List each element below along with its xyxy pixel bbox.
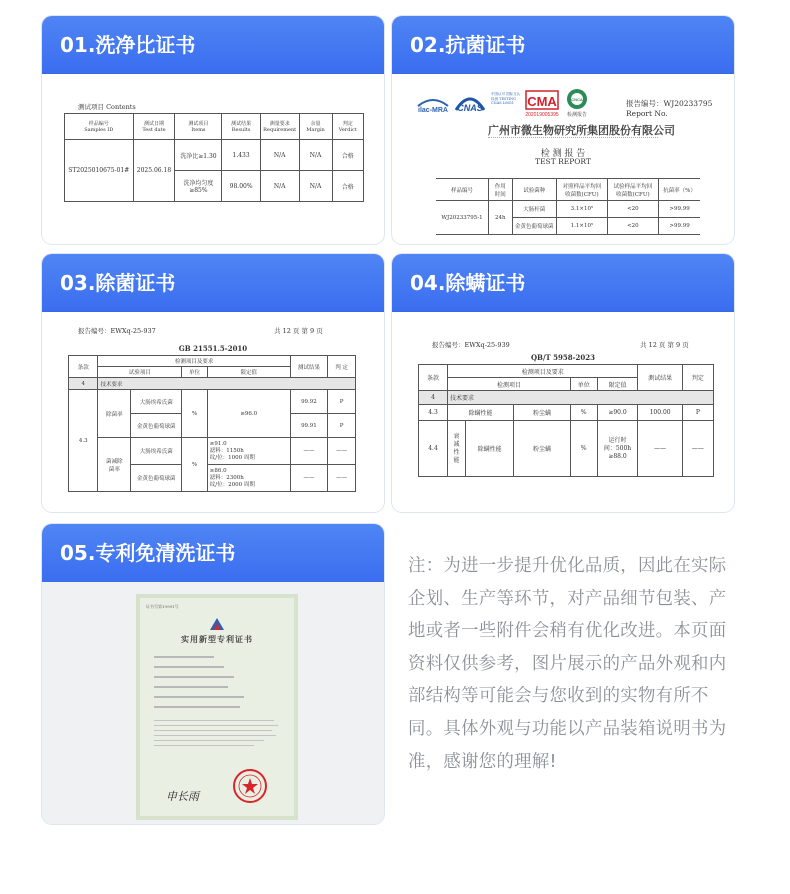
limit-cell: 运行时 间：500h ≥88.0 xyxy=(597,421,638,477)
header-cell: 判定 xyxy=(682,365,713,391)
page-number: 共 12 页 第 9 页 xyxy=(640,341,689,349)
report-number: 报告编号：EWXq-25-937 xyxy=(78,327,156,335)
patent-emblem-icon xyxy=(208,616,226,632)
cma-text: CMA xyxy=(527,94,557,109)
item-cell: 金黄色葡萄球菌 xyxy=(131,465,182,492)
header-cell: 试验项目 xyxy=(98,367,182,378)
result-cell: —— xyxy=(638,421,682,477)
verdict-cell: P xyxy=(328,390,356,414)
req-cell: N/A xyxy=(260,140,299,171)
report-number-cn: 报告编号：WJ20233795 xyxy=(626,99,713,108)
cnca-logo xyxy=(564,88,590,118)
header-cell: 样品编号 xyxy=(436,179,489,201)
cnca-text: CNCA xyxy=(571,97,583,102)
patent-certificate-image xyxy=(136,594,298,820)
clause-cell: 4 xyxy=(419,391,448,405)
cma-number: 202019005395 xyxy=(525,112,559,118)
item-cell: 除螨性能 xyxy=(466,421,514,477)
certificate-image xyxy=(392,312,734,512)
header-cell: 试验菌种 xyxy=(512,179,557,201)
cert-number: 证书号第19991号 xyxy=(146,604,179,609)
verdict-cell: —— xyxy=(682,421,713,477)
item-cell: 洗净比≥1.30 xyxy=(175,140,222,171)
header-cell: 限定值 xyxy=(207,367,290,378)
certificate-image xyxy=(392,74,734,244)
verdict-cell: 合格 xyxy=(332,171,363,202)
ilac-mra-logo xyxy=(416,92,450,114)
card-image-area xyxy=(392,74,734,244)
limit-cell: ≥91.0 滤料：1150h 纹/位：1000 周期 xyxy=(207,438,290,465)
standard-number: QB/T 5958-2023 xyxy=(530,353,596,362)
item-cell: 洗净均匀度≥85% xyxy=(175,171,222,202)
verdict-cell: —— xyxy=(328,465,356,492)
report-number-en: Report No. xyxy=(626,109,668,118)
card-title: 03.除菌证书 xyxy=(42,254,384,312)
header-cell: 限定值 xyxy=(597,378,638,391)
group-cell: 除菌率 xyxy=(98,390,131,438)
cnas-subtext: 中国认可 国际互认 检测 TESTING CNAS L0651 xyxy=(491,92,521,105)
verdict-cell: —— xyxy=(328,438,356,465)
certificate-image xyxy=(42,312,384,512)
card-patent-cert xyxy=(42,524,384,824)
group-cell: 菌减除 菌率 xyxy=(98,438,131,492)
req-cell: N/A xyxy=(260,171,299,202)
company-en-line xyxy=(488,137,658,140)
header-cell: 作用 时间 xyxy=(489,179,512,201)
header-cell: 单位 xyxy=(570,378,597,391)
antibacterial-table xyxy=(436,178,700,235)
unit-cell: % xyxy=(570,405,597,421)
cma-logo xyxy=(523,90,561,118)
card-wash-ratio-cert xyxy=(42,16,384,244)
sample-id-cell: WJ20233795-1 xyxy=(436,201,489,235)
result-cell: 99.91 xyxy=(290,414,327,438)
sterilization-table xyxy=(68,355,356,492)
card-title: 04.除螨证书 xyxy=(392,254,734,312)
unit-cell: % xyxy=(182,438,208,492)
header-cell: 样品编号 Samples ID xyxy=(65,114,134,140)
card-image-area xyxy=(42,74,384,244)
cnas-text: CNAS xyxy=(457,103,483,113)
clause-cell: 4.4 xyxy=(419,421,448,477)
header-cell: 测试结果 Results xyxy=(222,114,260,140)
item-cell: 大肠埃希氏菌 xyxy=(131,438,182,465)
page-number: 共 12 页 第 9 页 xyxy=(274,327,323,335)
margin-cell: N/A xyxy=(299,171,332,202)
header-cell: 抗菌率（%） xyxy=(659,179,700,201)
limit-cell: ≥90.0 xyxy=(597,405,638,421)
header-cell: 单位 xyxy=(182,367,208,378)
card-image-area xyxy=(42,582,384,824)
result-cell: —— xyxy=(290,438,327,465)
card-image-area xyxy=(42,312,384,512)
header-cell: 条款 xyxy=(69,356,98,378)
header-cell: 余量 Margin xyxy=(299,114,332,140)
standard-number: GB 21551.5-2010 xyxy=(178,344,248,353)
cert-title: 实用新型专利证书 xyxy=(181,634,253,644)
sub-cell: 粉尘螨 xyxy=(514,405,571,421)
sample-id-cell: ST2025010675-01# xyxy=(65,140,134,202)
tech-req-cell: 技术要求 xyxy=(448,391,714,405)
report-number: 报告编号：EWXq-25-939 xyxy=(432,341,510,349)
card-mite-removal-cert xyxy=(392,254,734,512)
card-sterilization-cert xyxy=(42,254,384,512)
verdict-cell: P xyxy=(328,414,356,438)
result-cell: 98.00% xyxy=(222,171,260,202)
cert-body-lines xyxy=(154,656,280,746)
header-cell: 检测项目及要求 xyxy=(98,356,290,367)
header-cell: 测试结果 xyxy=(638,365,682,391)
item-cell: 除螨性能 xyxy=(448,405,514,421)
limit-cell: ≥96.0 xyxy=(207,390,290,438)
cnas-logo xyxy=(452,90,488,116)
sub-cell: 粉尘螨 xyxy=(514,421,571,477)
card-title: 01.洗净比证书 xyxy=(42,16,384,74)
header-cell: 试验样品平均回 收菌数(CFU) xyxy=(607,179,658,201)
rate-cell: >99.99 xyxy=(659,218,700,235)
header-cell: 检测项目及要求 xyxy=(448,365,638,378)
header-cell: 判定 Verdict xyxy=(332,114,363,140)
header-cell: 测试日期 Test date xyxy=(133,114,175,140)
cnca-label: 检测报告 xyxy=(566,112,588,118)
report-title: 检 测 报 告 xyxy=(540,149,586,159)
card-antibacterial-cert xyxy=(392,16,734,244)
card-title: 02.抗菌证书 xyxy=(392,16,734,74)
test-cell: <20 xyxy=(607,201,658,218)
header-cell: 测量要求 Requirement xyxy=(260,114,299,140)
verdict-cell: 合格 xyxy=(332,140,363,171)
duration-cell: 24h xyxy=(489,201,512,235)
result-cell: 1.433 xyxy=(222,140,260,171)
table-caption: 测试项目 Contents xyxy=(78,103,136,111)
header-cell: 测试结果 xyxy=(290,356,327,378)
disclaimer-note: 注：为进一步提升优化品质，因此在实际企划、生产等环节，对产品细节包装、产地或者一些附件会稍有优化改进。本页面资料仅供参考，图片展示的产品外观和内部结构等可能会与您收到的实物有所不同。具体外观与功能以产品装箱说明书为准，感谢您的理解! xyxy=(408,556,727,772)
signature: 申长雨 xyxy=(166,790,199,803)
control-cell: 3.1×10⁵ xyxy=(557,201,608,218)
official-seal-icon xyxy=(232,768,268,804)
report-title-en: TEST REPORT xyxy=(535,157,591,166)
ilac-text: ilac-MRA xyxy=(418,107,448,114)
group-cell: 衰 减 性 能 xyxy=(448,421,466,477)
result-cell: —— xyxy=(290,465,327,492)
header-cell: 对照样品平均回 收菌数(CFU) xyxy=(557,179,608,201)
margin-cell: N/A xyxy=(299,140,332,171)
card-image-area xyxy=(392,312,734,512)
verdict-cell: P xyxy=(682,405,713,421)
clause-cell: 4 xyxy=(69,378,98,390)
clause-cell: 4.3 xyxy=(419,405,448,421)
limit-cell: ≥86.0 滤料：2300h 纹/位：2000 周期 xyxy=(207,465,290,492)
clause-cell: 4.3 xyxy=(69,390,98,492)
control-cell: 1.1×10⁵ xyxy=(557,218,608,235)
item-cell: 大肠埃希氏菌 xyxy=(131,390,182,414)
unit-cell: % xyxy=(570,421,597,477)
header-cell: 测试项目 Items xyxy=(175,114,222,140)
date-cell: 2025.06.18 xyxy=(133,140,175,202)
header-cell: 检测项目 xyxy=(448,378,571,391)
result-cell: 99.92 xyxy=(290,390,327,414)
tech-req-cell: 技术要求 xyxy=(98,378,356,390)
card-title: 05.专利免清洗证书 xyxy=(42,524,384,582)
rate-cell: >99.99 xyxy=(659,201,700,218)
test-cell: <20 xyxy=(607,218,658,235)
item-cell: 金黄色葡萄球菌 xyxy=(131,414,182,438)
company-name: 广州市微生物研究所集团股份有限公司 xyxy=(488,124,675,137)
strain-cell: 大肠杆菌 xyxy=(512,201,557,218)
unit-cell: % xyxy=(182,390,208,438)
header-cell: 判 定 xyxy=(328,356,356,378)
result-table xyxy=(64,113,364,202)
mite-table xyxy=(418,364,714,477)
strain-cell: 金黄色葡萄球菌 xyxy=(512,218,557,235)
certificate-image xyxy=(42,74,384,244)
result-cell: 100.00 xyxy=(638,405,682,421)
header-cell: 条款 xyxy=(419,365,448,391)
